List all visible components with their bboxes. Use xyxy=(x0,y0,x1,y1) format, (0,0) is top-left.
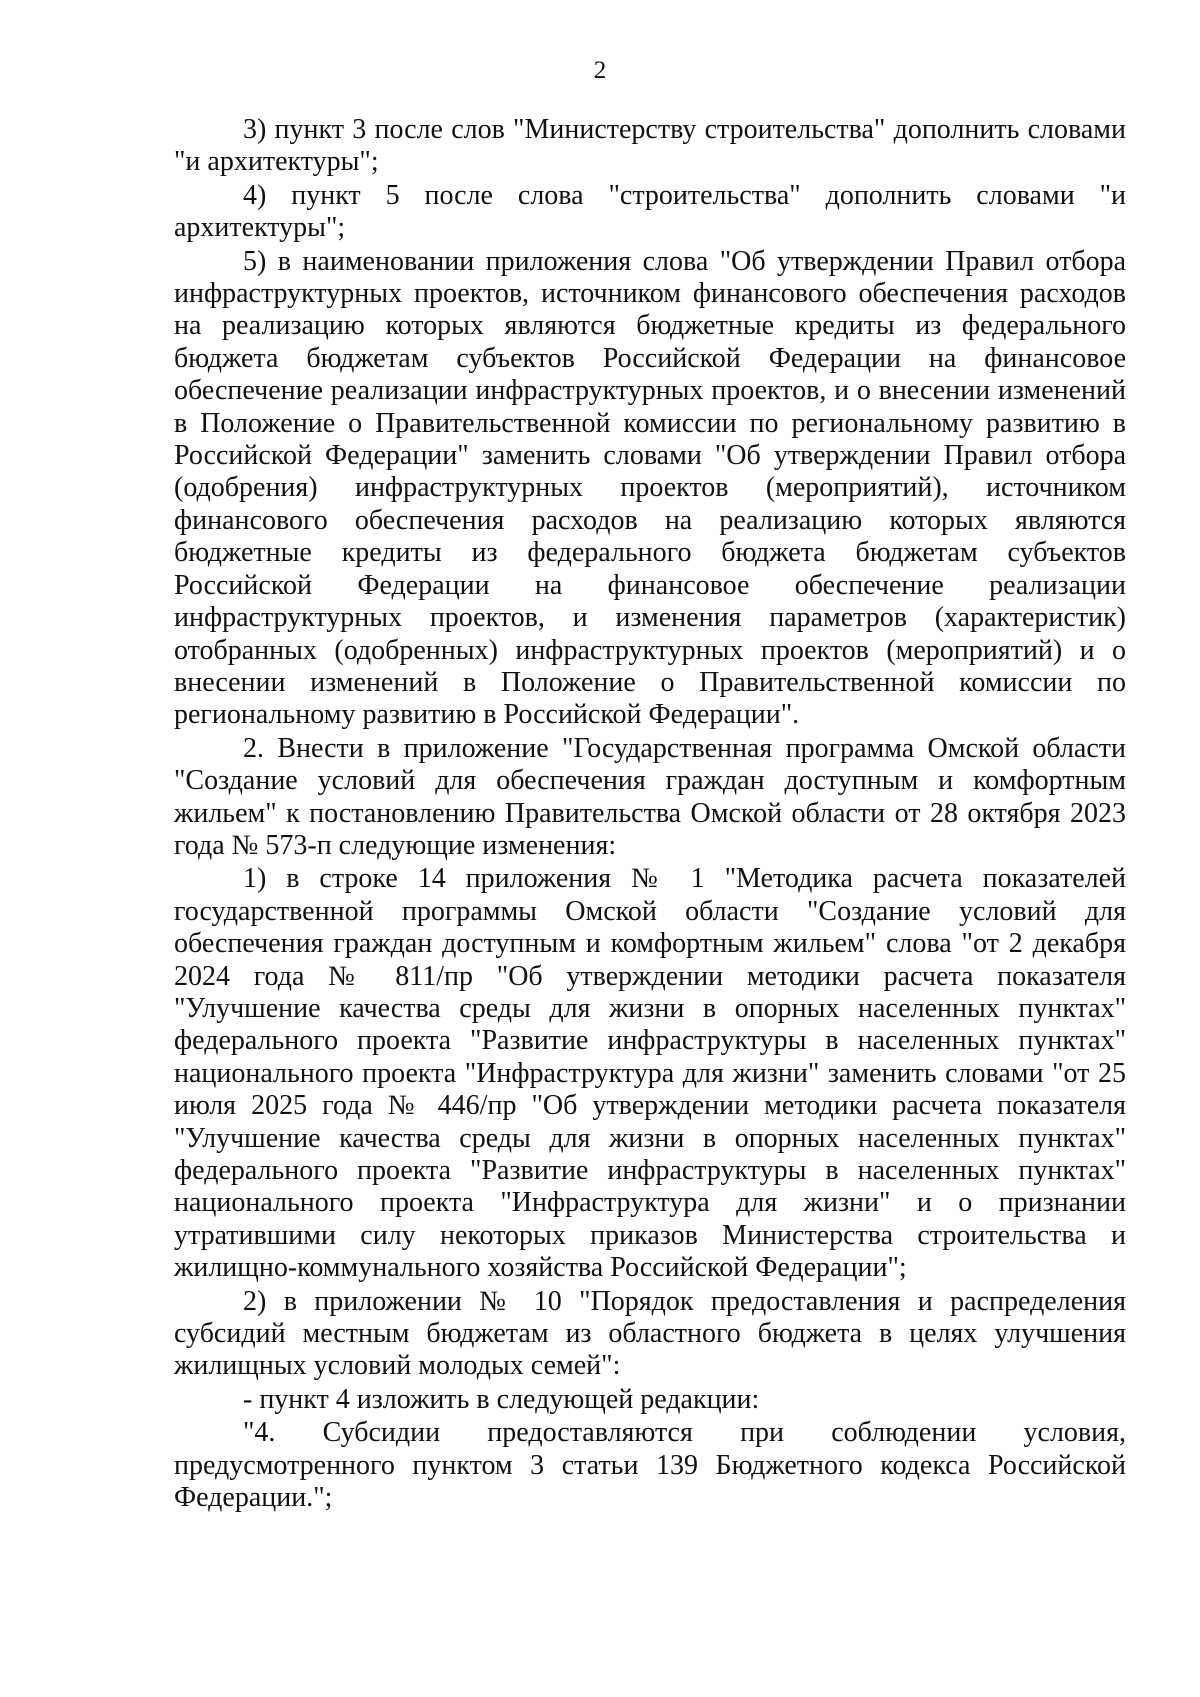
paragraph-subitem-2: 2) в приложении № 10 "Порядок предоставления и распределения субсидий местным бюджетам из областного бюджета в целях улучшения жилищных условий молодых семей": xyxy=(174,1285,1126,1382)
page-number: 2 xyxy=(593,57,607,84)
paragraph-item-4: 4) пункт 5 после слова "строительства" дополнить словами "и архитектуры"; xyxy=(174,179,1126,244)
paragraph-subitem-1: 1) в строке 14 приложения № 1 "Методика расчета показателей государственной программы Омской области "Создание условий для обеспечения граждан доступным и комфортным жильем" слова "от 2 декабря 2024 года № 811/пр "Об утверждении методики расчета показателя "Улучшение качества среды для жизни в опорных населенных пунктах" федерального проекта "Развитие инфраструктуры в населенных пунктах" национального проекта "Инфраструктура для жизни" заменить словами "от 25 июля 2025 года № 446/пр "Об утверждении методики расчета показателя "Улучшение качества среды для жизни в опорных населенных пунктах" федерального проекта "Развитие инфраструктуры в населенных пунктах" национального проекта "Инфраструктура для жизни" и о признании утратившими силу некоторых приказов Министерства строительства и жилищно-коммунального хозяйства Российской Федерации"; xyxy=(174,863,1126,1284)
paragraph-item-5: 5) в наименовании приложения слова "Об утверждении Правил отбора инфраструктурных проектов, источником финансового обеспечения расходов на реализацию которых являются бюджетные кредиты из федерального бюджета бюджетам субъектов Российской Федерации на финансовое обеспечение реализации инфраструктурных проектов, и о внесении изменений в Положение о Правительственной комиссии по региональному развитию в Российской Федерации" заменить словами "Об утверждении Правил отбора (одобрения) инфраструктурных проектов (мероприятий), источником финансового обеспечения расходов на реализацию которых являются бюджетные кредиты из федерального бюджета бюджетам субъектов Российской Федерации на финансовое обеспечение реализации инфраструктурных проектов, и изменения параметров (характеристик) отобранных (одобренных) инфраструктурных проектов (мероприятий) и о внесении изменений в Положение о Правительственной комиссии по региональному развитию в Российской Федерации". xyxy=(174,245,1126,731)
paragraph-item-3: 3) пункт 3 после слов "Министерству строительства" дополнить словами "и архитектуры"; xyxy=(174,114,1126,178)
paragraph-point-4-intro: - пункт 4 изложить в следующей редакции: xyxy=(243,1383,760,1415)
document-body xyxy=(174,114,1126,1514)
paragraph-point-4-text: "4. Субсидии предоставляются при соблюдении условия, предусмотренного пунктом 3 статьи 139 Бюджетного кодекса Российской Федерации."; xyxy=(174,1417,1126,1514)
paragraph-section-2: 2. Внести в приложение "Государственная программа Омской области "Создание условий для обеспечения граждан доступным и комфортным жильем" к постановлению Правительства Омской области от 28 октября 2023 года № 573-п следующие изменения: xyxy=(174,732,1126,861)
